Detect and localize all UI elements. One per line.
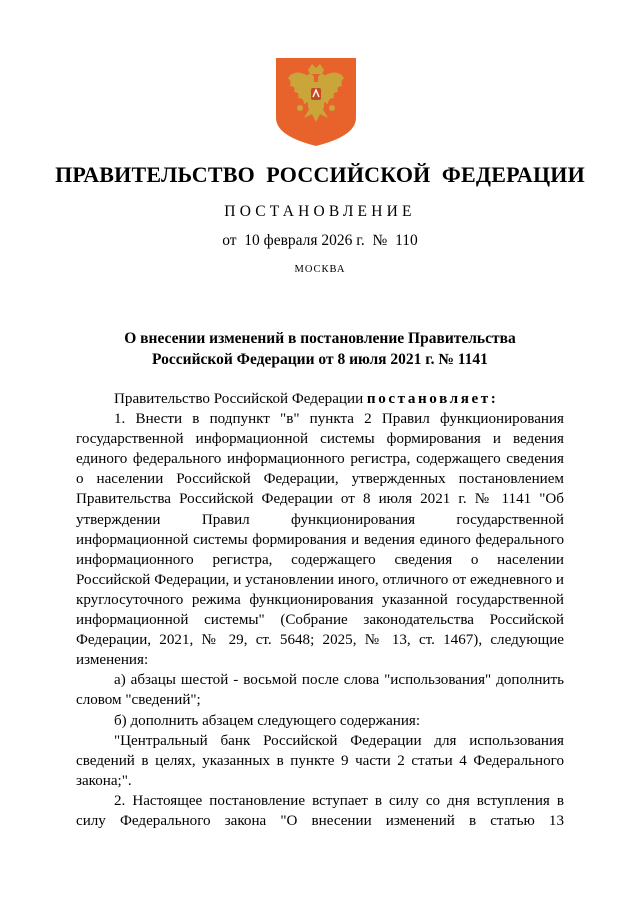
paragraph-a: а) абзацы шестой - восьмой после слова "использования" дополнить словом "сведений"; (76, 672, 564, 709)
intro-paragraph (76, 389, 564, 409)
document-date: от 10 февраля 2026 г. № 110 (222, 232, 418, 249)
document-place: МОСКВА (294, 264, 346, 275)
paragraph-1: 1. Внести в подпункт "в" пункта 2 Правил функционирования государственной информационной системы формирования и ведения единого федерального информационного регистра, содержащего сведения о населении Российской Федерации, утвержденных постановлением Правительства Российской Федерации от 8 июля 2021 г. № 1141 "Об утверждении Правил функционирования государственной информационной системы формирования и ведения единого федерального информационного регистра, содержащего сведения о населении Российской Федерации, и установлении иного, отличного от ежедневного и круглосуточного режима функционирования указанной государственной информационной системы" (Собрание законодательства Российской Федерации, 2021, № 29, ст. 5648; 2025, № 13, ст. 1467), следующие изменения: (76, 411, 564, 669)
document-body (76, 389, 564, 831)
heading-line-1: О внесении изменений в постановление Правительства (124, 330, 516, 347)
coat-of-arms-icon (274, 56, 358, 148)
paragraph-quote: "Центральный банк Российской Федерации для использования сведений в целях, указанных в пункте 9 части 2 статьи 4 Федерального закона;". (76, 732, 564, 789)
heading-line-2: Российской Федерации от 8 июля 2021 г. № 1141 (152, 351, 488, 368)
document-type: ПОСТАНОВЛЕНИЕ (224, 203, 416, 220)
intro-text: Правительство Российской Федерации (114, 391, 367, 407)
decree-word: постановляет: (366, 391, 499, 407)
government-title: ПРАВИТЕЛЬСТВО РОССИЙСКОЙ ФЕДЕРАЦИИ (55, 162, 585, 187)
paragraph-2: 2. Настоящее постановление вступает в силу со дня вступления в силу Федерального закона "О внесении изменений в статью 13 (76, 792, 564, 829)
document-heading (100, 328, 540, 370)
paragraph-b: б) дополнить абзацем следующего содержания: (114, 712, 421, 729)
